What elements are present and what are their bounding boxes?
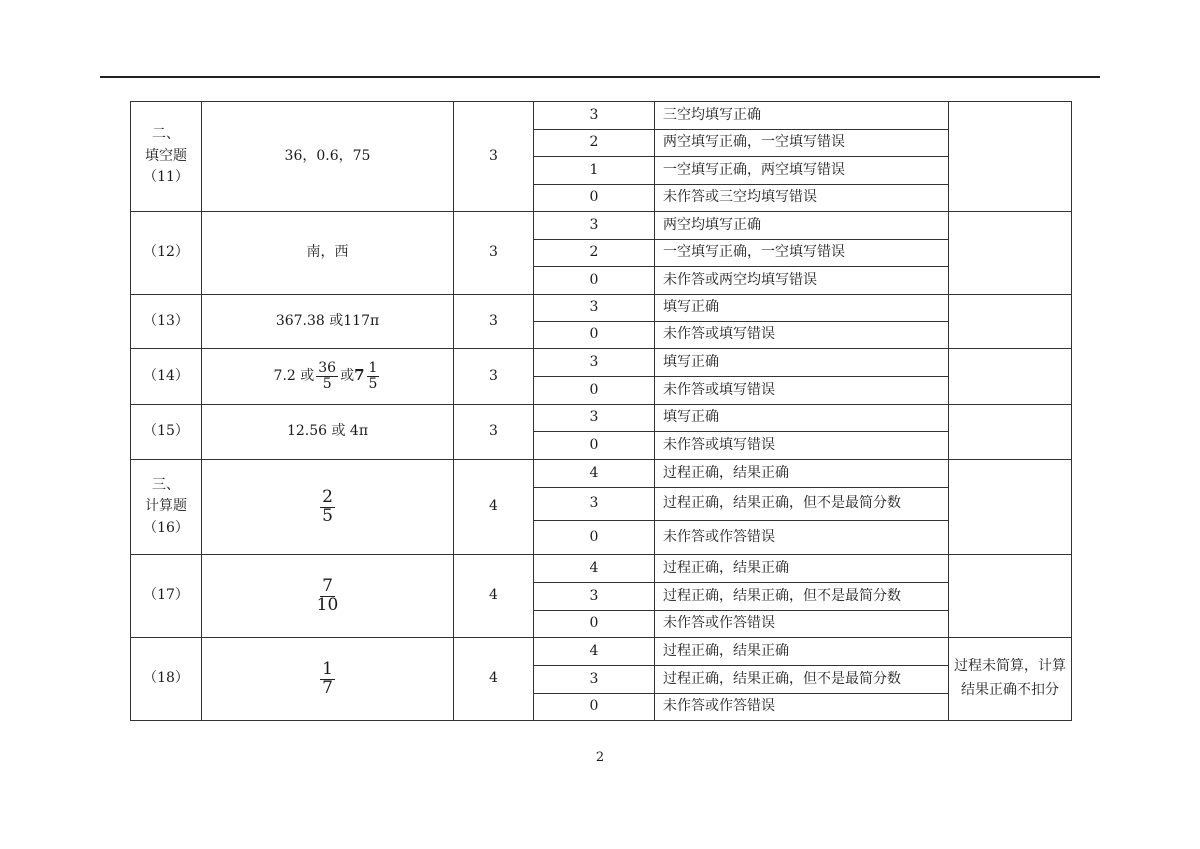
note-cell: [949, 555, 1072, 638]
answer-cell: [202, 460, 454, 555]
fraction: [315, 575, 341, 615]
score-cell: 3: [534, 666, 655, 694]
criterion-cell: 未作答或两空均填写错误: [655, 267, 949, 295]
score-cell: 0: [534, 322, 655, 349]
fraction-denominator: 5: [322, 505, 333, 526]
note-cell: [949, 295, 1072, 349]
criterion-cell: 一空填写正确，两空填写错误: [655, 157, 949, 185]
score-cell: 3: [534, 488, 655, 521]
criterion-cell: 两空填写正确，一空填写错误: [655, 130, 949, 157]
table-row: [131, 212, 1072, 240]
criterion-cell: 填写正确: [655, 405, 949, 432]
answer-cell: 南，西: [202, 212, 454, 295]
fraction-numerator: 1: [322, 658, 333, 679]
points-cell: 3: [454, 102, 534, 212]
answer-cell: [202, 555, 454, 638]
answer-cell: 367.38 或117π: [202, 295, 454, 349]
section-title: 计算题: [145, 498, 187, 515]
score-cell: 4: [534, 555, 655, 583]
criterion-cell: 一空填写正确，一空填写错误: [655, 240, 949, 267]
note-cell: [949, 212, 1072, 295]
answer-cell: [202, 638, 454, 721]
question-cell: [131, 638, 202, 721]
question-cell: [131, 212, 202, 295]
criterion-cell: 未作答或填写错误: [655, 377, 949, 405]
points-cell: 4: [454, 555, 534, 638]
criterion-cell: 未作答或三空均填写错误: [655, 185, 949, 212]
section-label: 三、: [152, 476, 180, 493]
fraction-numerator: 36: [318, 360, 337, 377]
score-cell: 0: [534, 432, 655, 460]
points-cell: 3: [454, 405, 534, 460]
fraction: [367, 361, 380, 391]
score-cell: 0: [534, 694, 655, 721]
criterion-cell: 过程正确，结果正确: [655, 555, 949, 583]
question-number: （15）: [143, 423, 189, 440]
score-cell: 3: [534, 102, 655, 130]
criterion-cell: 填写正确: [655, 349, 949, 377]
score-cell: 0: [534, 521, 655, 555]
table-row: [131, 295, 1072, 322]
table-row: [131, 555, 1072, 583]
score-cell: 3: [534, 295, 655, 322]
score-cell: 3: [534, 405, 655, 432]
section-title: 填空题: [145, 147, 187, 164]
score-cell: 0: [534, 377, 655, 405]
score-cell: 0: [534, 185, 655, 212]
score-cell: 3: [534, 583, 655, 611]
criterion-cell: 填写正确: [655, 295, 949, 322]
fraction-numerator: 7: [322, 575, 333, 596]
criterion-cell: 未作答或作答错误: [655, 694, 949, 721]
score-cell: 4: [534, 638, 655, 666]
question-cell: [131, 405, 202, 460]
criterion-cell: 过程正确，结果正确，但不是最简分数: [655, 488, 949, 521]
criterion-cell: 未作答或填写错误: [655, 322, 949, 349]
score-cell: 1: [534, 157, 655, 185]
score-cell: 4: [534, 460, 655, 488]
answer-conjunction: 或: [340, 368, 355, 385]
question-number: （12）: [143, 244, 189, 261]
criterion-cell: 过程正确，结果正确，但不是最简分数: [655, 583, 949, 611]
question-cell: [131, 349, 202, 405]
note-cell: [949, 102, 1072, 212]
fraction: [316, 361, 338, 391]
fraction-numerator: 1: [368, 360, 378, 377]
answer-cell: 12.56 或 4π: [202, 405, 454, 460]
question-number: （17）: [143, 587, 189, 604]
question-cell: [131, 555, 202, 638]
question-number: （13）: [143, 312, 189, 329]
fraction: [320, 658, 335, 698]
header-rule: [100, 76, 1100, 78]
note-cell: [949, 405, 1072, 460]
score-cell: 2: [534, 130, 655, 157]
question-number: （14）: [143, 367, 189, 384]
answer-cell: 36，0.6，75: [202, 102, 454, 212]
fraction-denominator: 5: [322, 376, 332, 392]
criterion-cell: 未作答或作答错误: [655, 611, 949, 638]
score-cell: 3: [534, 349, 655, 377]
question-cell: [131, 460, 202, 555]
score-cell: 0: [534, 611, 655, 638]
points-cell: 4: [454, 638, 534, 721]
criterion-cell: 两空均填写正确: [655, 212, 949, 240]
criterion-cell: 过程正确，结果正确，但不是最简分数: [655, 666, 949, 694]
fraction: [320, 486, 335, 526]
question-cell: [131, 295, 202, 349]
criterion-cell: 未作答或作答错误: [655, 521, 949, 555]
score-cell: 2: [534, 240, 655, 267]
criterion-cell: 过程正确，结果正确: [655, 460, 949, 488]
answer-prefix: 7.2 或: [273, 368, 315, 385]
criterion-cell: 未作答或填写错误: [655, 432, 949, 460]
score-cell: 0: [534, 267, 655, 295]
note-cell: [949, 460, 1072, 555]
question-number: （18）: [143, 670, 189, 687]
answer-cell: [202, 349, 454, 405]
question-number: （16）: [143, 519, 189, 536]
question-number: （11）: [143, 169, 189, 186]
table-row: [131, 638, 1072, 666]
points-cell: 3: [454, 212, 534, 295]
fraction-numerator: 2: [322, 486, 333, 507]
points-cell: 4: [454, 460, 534, 555]
table-row: [131, 460, 1072, 488]
fraction-denominator: 7: [322, 677, 333, 698]
page-number: 2: [595, 750, 605, 765]
table-row: [131, 349, 1072, 377]
points-cell: 3: [454, 295, 534, 349]
points-cell: 3: [454, 349, 534, 405]
note-cell: [949, 349, 1072, 405]
criterion-cell: 三空均填写正确: [655, 102, 949, 130]
score-cell: 3: [534, 212, 655, 240]
criterion-cell: 过程正确，结果正确: [655, 638, 949, 666]
mixed-number-integer: 7: [354, 366, 365, 385]
table-row: [131, 405, 1072, 432]
question-cell: [131, 102, 202, 212]
fraction-denominator: 5: [368, 376, 378, 392]
table-row: [131, 102, 1072, 130]
scoring-rubric-table: [130, 101, 1072, 721]
section-label: 二、: [152, 126, 180, 143]
fraction-denominator: 10: [316, 594, 339, 615]
note-cell: 过程未简算，计算结果正确不扣分: [949, 638, 1072, 721]
